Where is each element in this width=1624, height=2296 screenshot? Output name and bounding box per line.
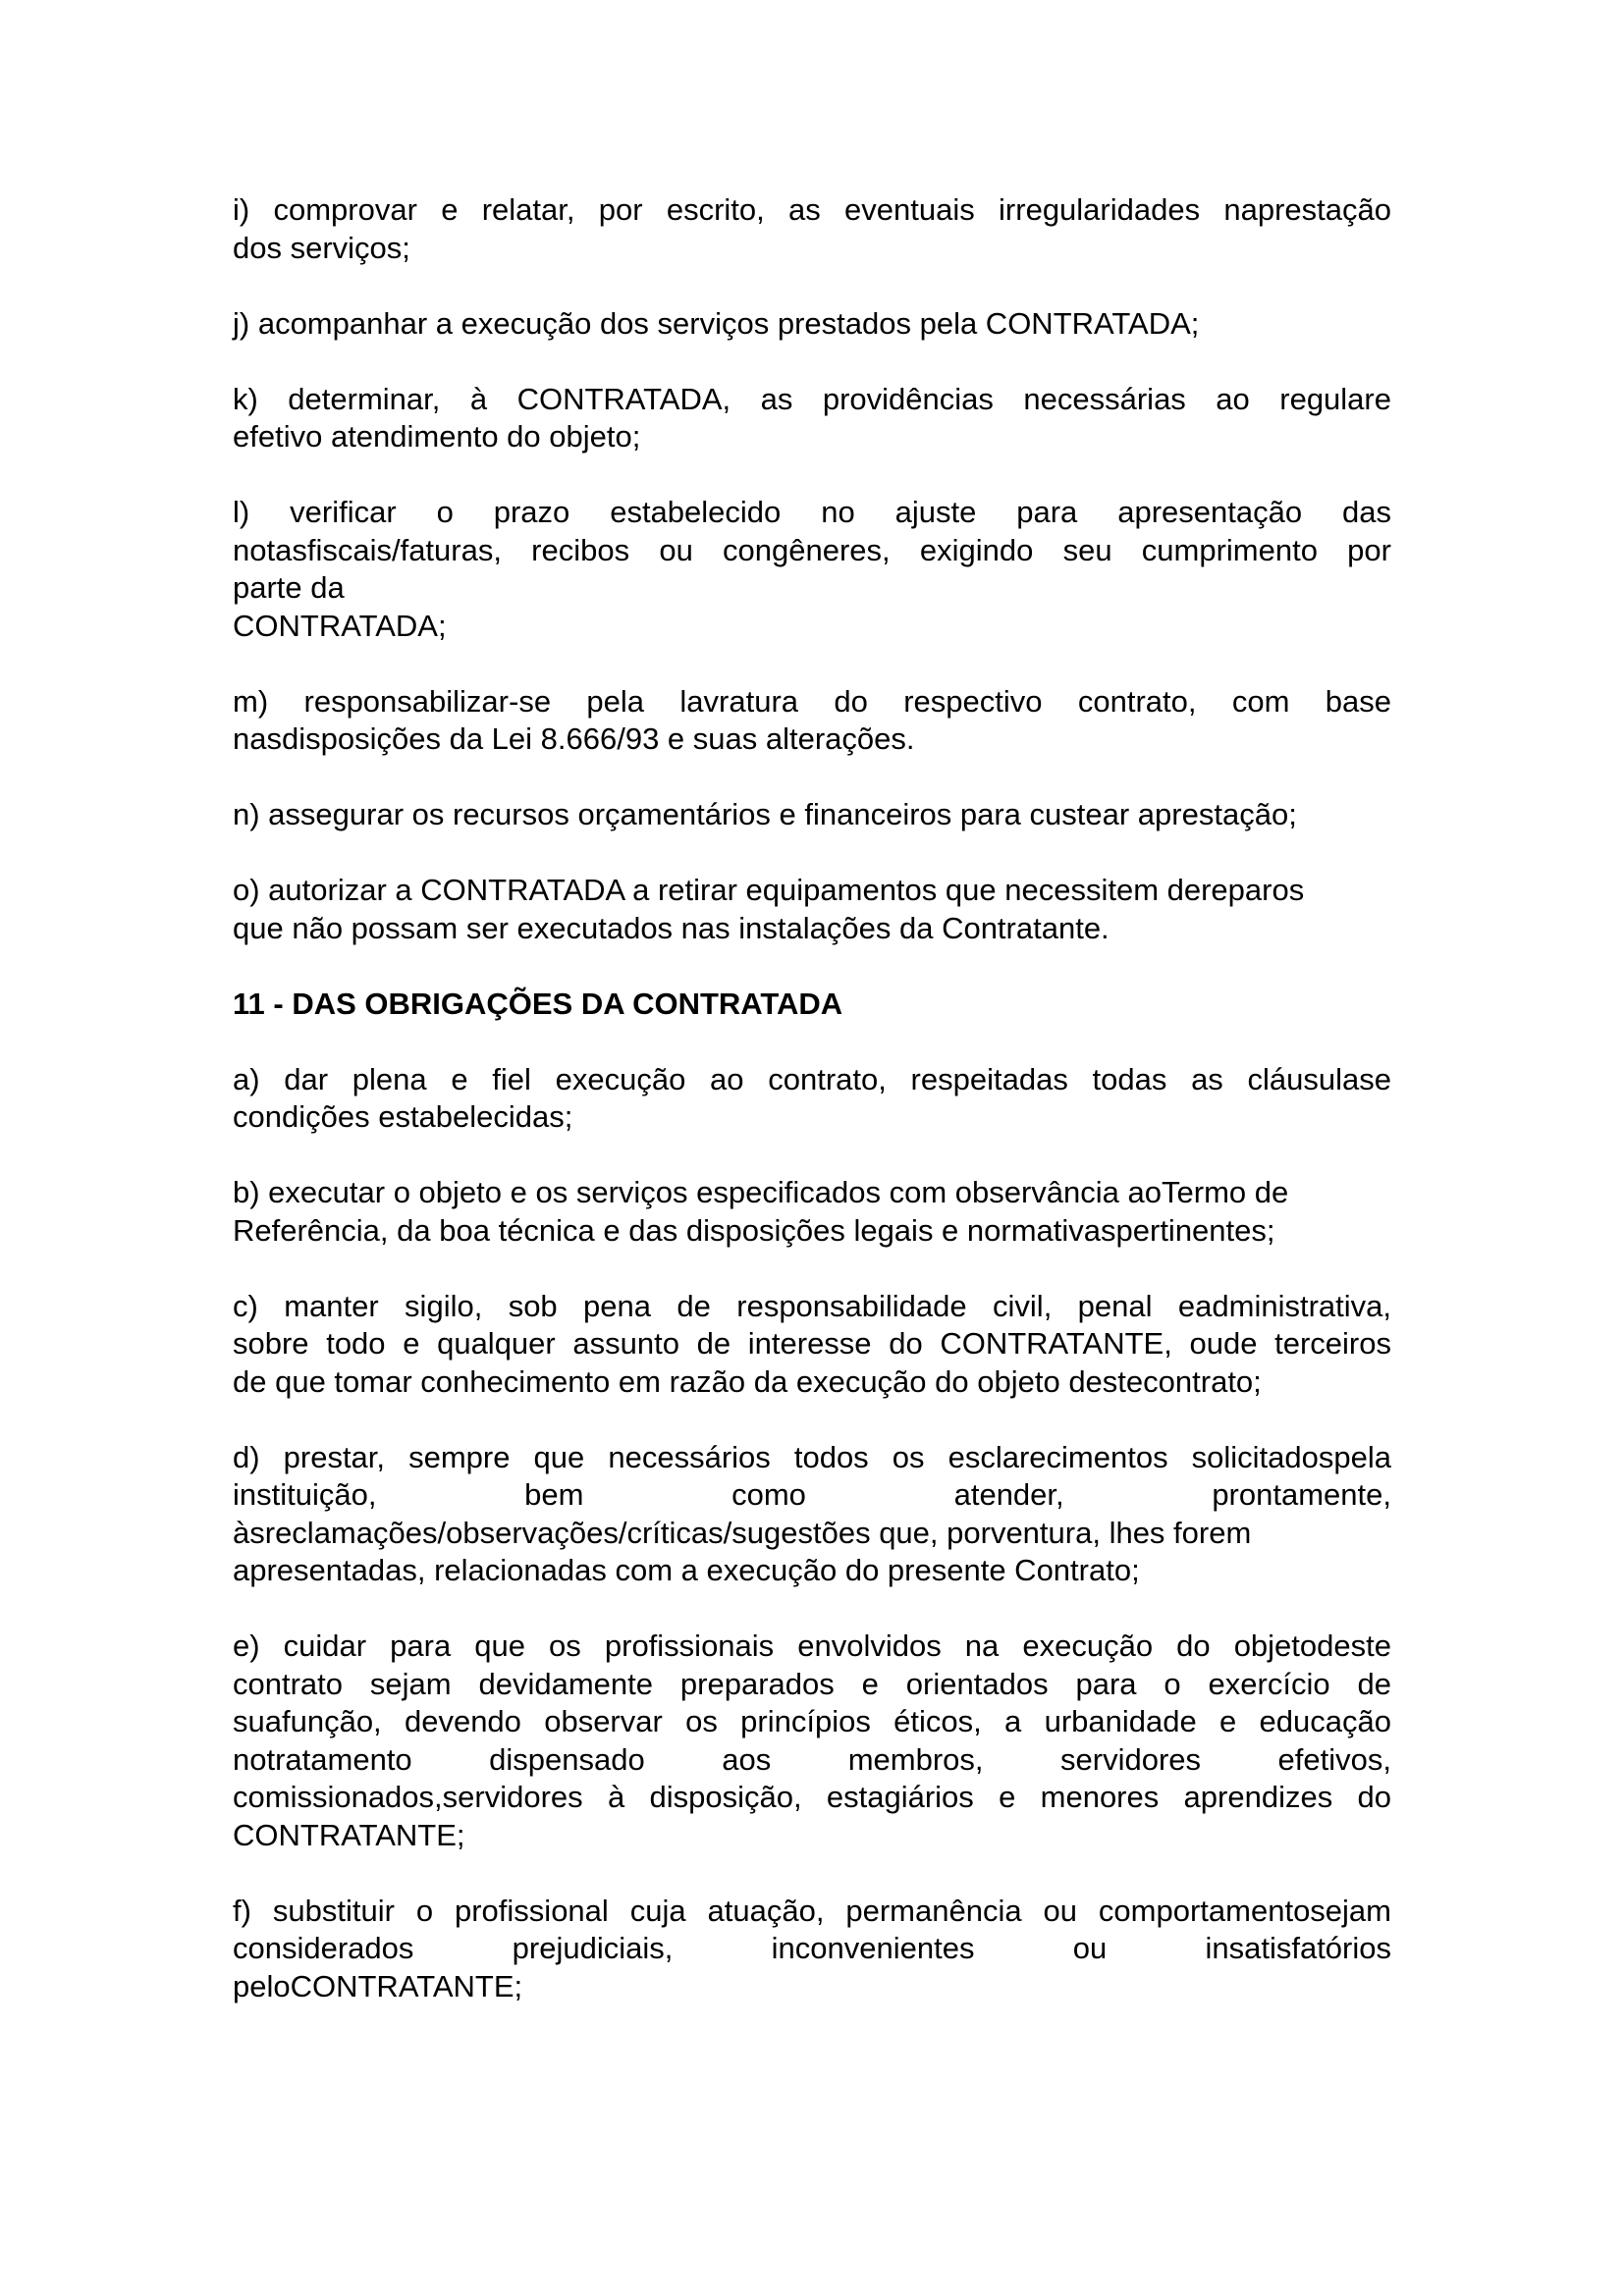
clause-m-line-1: m) responsabilizar-se pela lavratura do respectivo contrato, com base <box>233 683 1391 719</box>
clause-o-line-2: que não possam ser executados nas instalações da Contratante. <box>233 910 1110 945</box>
clause-k <box>233 381 1391 456</box>
clause-o <box>233 872 1391 947</box>
clause-f <box>233 1893 1391 2006</box>
clause-c-line-1: c) manter sigilo, sob pena de responsabilidade civil, penal eadministrativa, <box>233 1288 1391 1323</box>
clause-a <box>233 1061 1391 1137</box>
clause-b-line-1: b) executar o objeto e os serviços especificados com observância aoTermo de <box>233 1175 1289 1209</box>
section-heading-obrigacoes-contratada: 11 - DAS OBRIGAÇÕES DA CONTRATADA <box>233 986 843 1021</box>
clause-e-line-1: e) cuidar para que os profissionais envolvidos na execução do objetodeste <box>233 1629 1391 1663</box>
clause-d-line-4: apresentadas, relacionadas com a execução do presente Contrato; <box>233 1553 1140 1587</box>
clause-m <box>233 683 1391 759</box>
clause-f-line-2: considerados prejudiciais, inconvenientes ou insatisfatórios <box>233 1931 1391 1965</box>
clause-c-line-2: sobre todo e qualquer assunto de interesse do CONTRATANTE, oude terceiros <box>233 1326 1391 1361</box>
clause-e-line-2: contrato sejam devidamente preparados e orientados para o exercício de <box>233 1666 1391 1701</box>
clause-i <box>233 191 1391 267</box>
clause-c <box>233 1288 1391 1402</box>
clause-m-line-2: nasdisposições da Lei 8.666/93 e suas alterações. <box>233 721 915 756</box>
clause-f-line-1: f) substituir o profissional cuja atuação, permanência ou comportamentosejam <box>233 1893 1391 1928</box>
clause-d-line-1: d) prestar, sempre que necessários todos os esclarecimentos solicitadospela <box>233 1439 1391 1474</box>
clause-l-line-1: l) verificar o prazo estabelecido no ajuste para apresentação das <box>233 495 1391 529</box>
clause-n-line-1: n) assegurar os recursos orçamentários e financeiros para custear aprestação; <box>233 797 1297 831</box>
clause-l-line-4: CONTRATADA; <box>233 608 447 643</box>
clause-i-line-2: dos serviços; <box>233 230 410 265</box>
clause-f-line-3: peloCONTRATANTE; <box>233 1968 523 2003</box>
clause-a-line-1: a) dar plena e fiel execução ao contrato, respeitadas todas as cláusulase <box>233 1061 1391 1096</box>
clause-b-line-2: Referência, da boa técnica e das disposições legais e normativaspertinentes; <box>233 1212 1275 1248</box>
clause-b <box>233 1174 1391 1250</box>
clause-k-line-1: k) determinar, à CONTRATADA, as providências necessárias ao regulare <box>233 381 1391 416</box>
clause-i-line-1: i) comprovar e relatar, por escrito, as eventuais irregularidades naprestação <box>233 192 1391 227</box>
clause-e-line-3: suafunção, devendo observar os princípios éticos, a urbanidade e educação <box>233 1704 1391 1738</box>
clause-e-line-5: comissionados,servidores à disposição, estagiários e menores aprendizes do <box>233 1780 1391 1814</box>
clause-j-line-1: j) acompanhar a execução dos serviços prestados pela CONTRATADA; <box>233 305 1200 341</box>
clause-l-line-3: parte da <box>233 570 345 605</box>
clause-l-line-2: notasfiscais/faturas, recibos ou congêneres, exigindo seu cumprimento por <box>233 532 1391 567</box>
clause-c-line-3: de que tomar conhecimento em razão da execução do objeto destecontrato; <box>233 1363 1262 1399</box>
clause-e-line-6: CONTRATANTE; <box>233 1817 465 1852</box>
clause-n <box>233 796 1391 834</box>
clause-d-line-2: instituição, bem como atender, prontamente, <box>233 1477 1391 1512</box>
clause-e-line-4: notratamento dispensado aos membros, servidores efetivos, <box>233 1741 1391 1777</box>
clause-j <box>233 305 1391 344</box>
clause-o-line-1: o) autorizar a CONTRATADA a retirar equipamentos que necessitem dereparos <box>233 873 1305 907</box>
clause-d-line-3: àsreclamações/observações/críticas/sugestões que, porventura, lhes forem <box>233 1515 1252 1550</box>
clause-k-line-2: efetivo atendimento do objeto; <box>233 419 641 454</box>
clause-e <box>233 1628 1391 1854</box>
clause-l <box>233 494 1391 645</box>
clause-a-line-2: condições estabelecidas; <box>233 1099 573 1134</box>
clause-d <box>233 1439 1391 1590</box>
